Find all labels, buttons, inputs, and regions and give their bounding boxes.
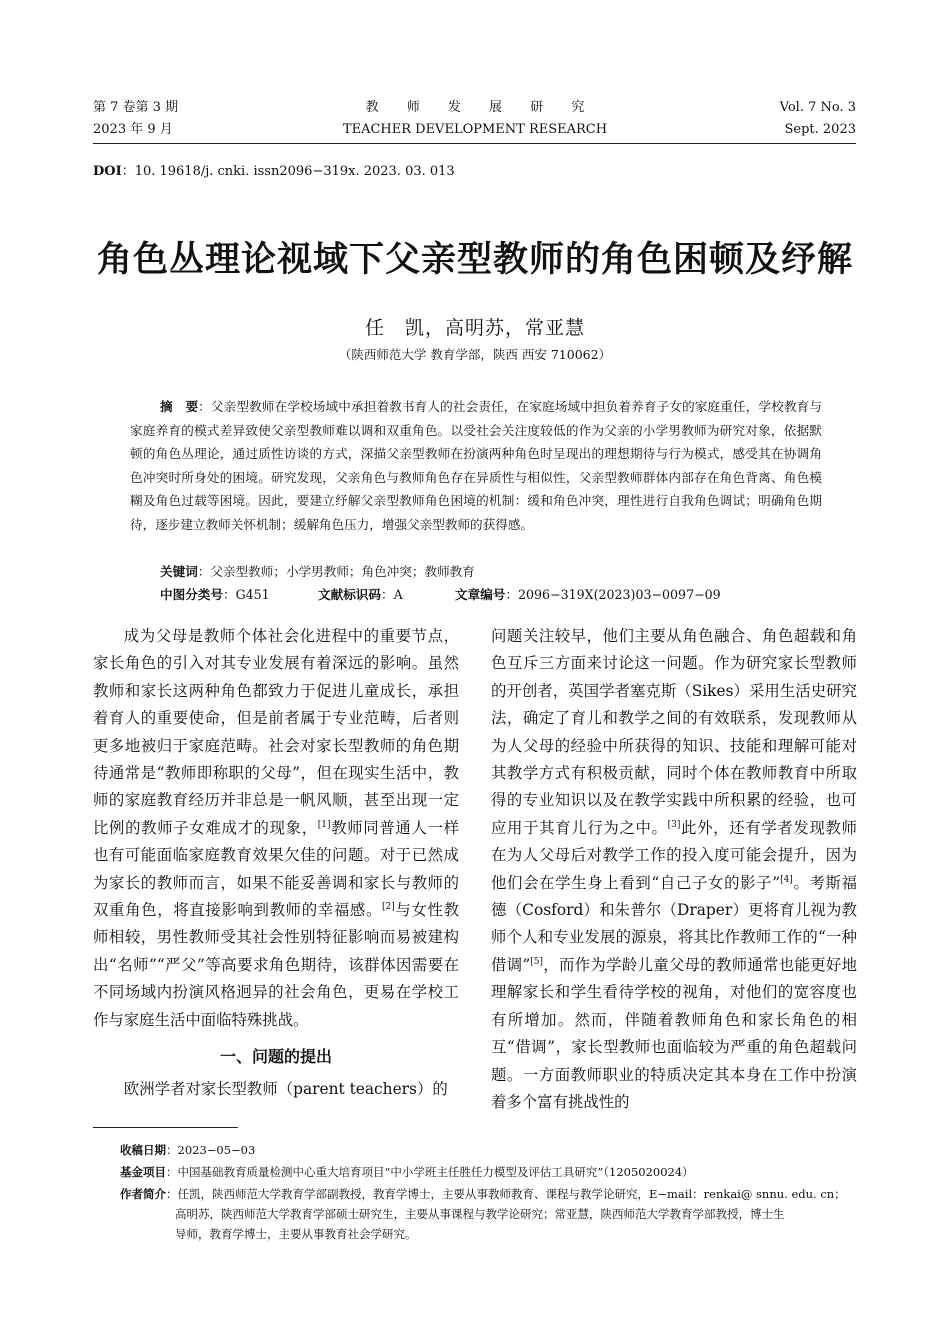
citation-ref: [1] xyxy=(317,819,331,830)
articleno-label: 文章编号 xyxy=(455,587,506,602)
articleno-value: ：2096−319X(2023)03−0097−09 xyxy=(505,587,721,602)
citation-ref: [5] xyxy=(530,956,544,967)
paragraph-text: 。考斯福德（Cosford）和朱普尔（Draper）更将育儿视为教师个人和专业发展的源泉，将其比作教师工作的“一种借调” xyxy=(491,873,857,974)
doccode-value: ：A xyxy=(380,587,403,602)
footnote-label: 收稿日期 xyxy=(120,1143,166,1157)
citation-ref: [4] xyxy=(780,874,793,885)
paragraph xyxy=(93,1076,459,1103)
citation-ref: [2] xyxy=(382,902,395,913)
body-column-left xyxy=(93,623,459,1104)
abstract xyxy=(130,395,822,536)
issue-cn: 第 7 卷第 3 期 xyxy=(93,100,179,115)
paragraph-text: 此外，还有学者发现教师在为人父母后对教学工作的投入度可能会提升，因为他们会在学生身上看到“自己子女的影子” xyxy=(491,818,857,892)
paragraph xyxy=(491,623,857,1116)
paragraph-text: 问题关注较早，他们主要从角色融合、角色超载和角色互斥三方面来讨论这一问题。作为研究家长型教师的开创者，英国学者塞克斯（Sikes）采用生活史研究法，确定了育儿和教学之间的有效联系，发现教师从为人父母的经验中所获得的知识、技能和理解可能对其教学方式有积极贡献，同时个体在教师教育中所取得的专业知识以及在教学实践中所积累的经验，也可应用于其育儿行为之中。 xyxy=(491,627,857,837)
paragraph-text: 教师同普通人一样也有可能面临家庭教育效果欠佳的问题。对于已然成为家长的教师而言，如果不能妥善调和家长与教师的双重角色，将直接影响到教师的幸福感。 xyxy=(93,818,459,920)
doi-line xyxy=(93,162,455,182)
paragraph-text: 欧洲学者对家长型教师（parent teachers）的 xyxy=(123,1080,448,1099)
classification-line xyxy=(160,584,800,606)
footnote-fund xyxy=(120,1162,860,1182)
paragraph-text: 成为父母是教师个体社会化进程中的重要节点，家长角色的引入对其专业发展有着深远的影响。虽然教师和家长这两种角色都致力于促进儿童成长，承担着育人的重要使命，但是前者属于专业范畴，后者则更多地被归于家庭范畴。社会对家长型教师的角色期待通常是“教师即称职的父母”，但在现实生活中，教师的家庭教育经历并非总是一帆风顺，甚至出现一定比例的教师子女难成才的现象， xyxy=(93,627,459,837)
footnote-text: 导师，教育学博士，主要从事教育社会学研究。 xyxy=(175,1227,417,1241)
footnote-label: 基金项目 xyxy=(120,1165,166,1179)
keywords-text: ：父亲型教师；小学男教师；角色冲突；教师教育 xyxy=(197,564,475,579)
paragraph xyxy=(93,623,459,1034)
footnote-text: 高明苏，陕西师范大学教育学部硕士研究生，主要从事课程与教学论研究；常亚慧，陕西师范大学教育学部教授，博士生 xyxy=(175,1207,785,1221)
doccode-label: 文献标识码 xyxy=(318,587,381,602)
paragraph-text: ，而作为学龄儿童父母的教师通常也能更好地理解家长和学生看待学校的视角，对他们的宽容度也有所增加。然而，伴随着教师角色和家长角色的相互“借调”，家长型教师也面临较为严重的角色超载问题。一方面教师职业的特质决定其本身在工作中扮演着多个富有挑战性的 xyxy=(491,955,857,1111)
issue-en: Vol. 7 No. 3 xyxy=(779,100,856,115)
footnote-divider xyxy=(93,1127,238,1128)
clc-label: 中图分类号 xyxy=(160,587,223,602)
footnote-text: ：中国基础教育质量检测中心重大培育项目“中小学班主任胜任力模型及评估工具研究”（1205020024） xyxy=(166,1165,694,1179)
header-divider xyxy=(93,143,856,144)
footnote-text: ：2023−05−03 xyxy=(166,1143,256,1157)
clc-value: ：G451 xyxy=(222,587,270,602)
doi-label: DOI xyxy=(93,164,122,179)
journal-title-cn: 教 师 发 展 研 究 xyxy=(365,100,597,115)
date-cn: 2023 年 9 月 xyxy=(93,122,173,137)
paragraph-text: 与女性教师相较，男性教师受其社会性别特征影响而易被建构出“名师”“严父”等高要求角色期待，该群体因需要在不同场域内扮演风格迥异的社会角色，更易在学校工作与家庭生活中面临特殊挑战。 xyxy=(93,901,459,1029)
date-en: Sept. 2023 xyxy=(784,122,856,137)
abstract-text: ：父亲型教师在学校场域中承担着教书育人的社会责任，在家庭场域中担负着养育子女的家庭重任，学校教育与家庭养育的模式差异致使父亲型教师难以调和双重角色。以受社会关注度较低的作为父亲的小学男教师为研究对象，依据默顿的角色丛理论，通过质性访谈的方式，深描父亲型教师在扮演两种角色时呈现出的理想期待与行为模式，感受其在协调角色冲突时所身处的困境。研究发现，父亲角色与教师角色存在异质性与相似性，父亲型教师群体内部存在角色背离、角色模糊及角色过载等困境。因此，要建立纾解父亲型教师角色困境的机制：缓和角色冲突，理性进行自我角色调试；明确角色期待，逐步建立教师关怀机制；缓解角色压力，增强父亲型教师的获得感。 xyxy=(130,399,823,532)
keywords-line xyxy=(160,561,475,583)
footnote-text: ：任凯，陕西师范大学教育学部副教授，教育学博士，主要从事教师教育、课程与教学论研究，E−mail：renkai@ snnu. edu. cn； xyxy=(166,1187,846,1201)
abstract-label: 摘 要 xyxy=(160,399,199,414)
section-heading: 一、问题的提出 xyxy=(219,1047,332,1067)
citation-ref: [3] xyxy=(667,819,681,830)
header-right xyxy=(780,97,856,141)
body-column-right xyxy=(491,623,857,1116)
keywords-label: 关键词 xyxy=(160,564,198,579)
journal-title-en: TEACHER DEVELOPMENT RESEARCH xyxy=(342,122,608,137)
author-affiliation: （陕西师范大学 教育学部，陕西 西安 710062） xyxy=(338,347,612,362)
footnote-label: 作者简介 xyxy=(120,1187,166,1201)
article-title: 角色丛理论视域下父亲型教师的角色困顿及纾解 xyxy=(96,240,853,280)
footnote-received xyxy=(120,1140,860,1160)
footnote-author-bio xyxy=(120,1184,860,1244)
article-authors: 任 凯，高明苏，常亚慧 xyxy=(364,317,585,339)
doi-value: ：10. 19618/j. cnki. issn2096−319x. 2023. 03. 013 xyxy=(121,164,455,179)
